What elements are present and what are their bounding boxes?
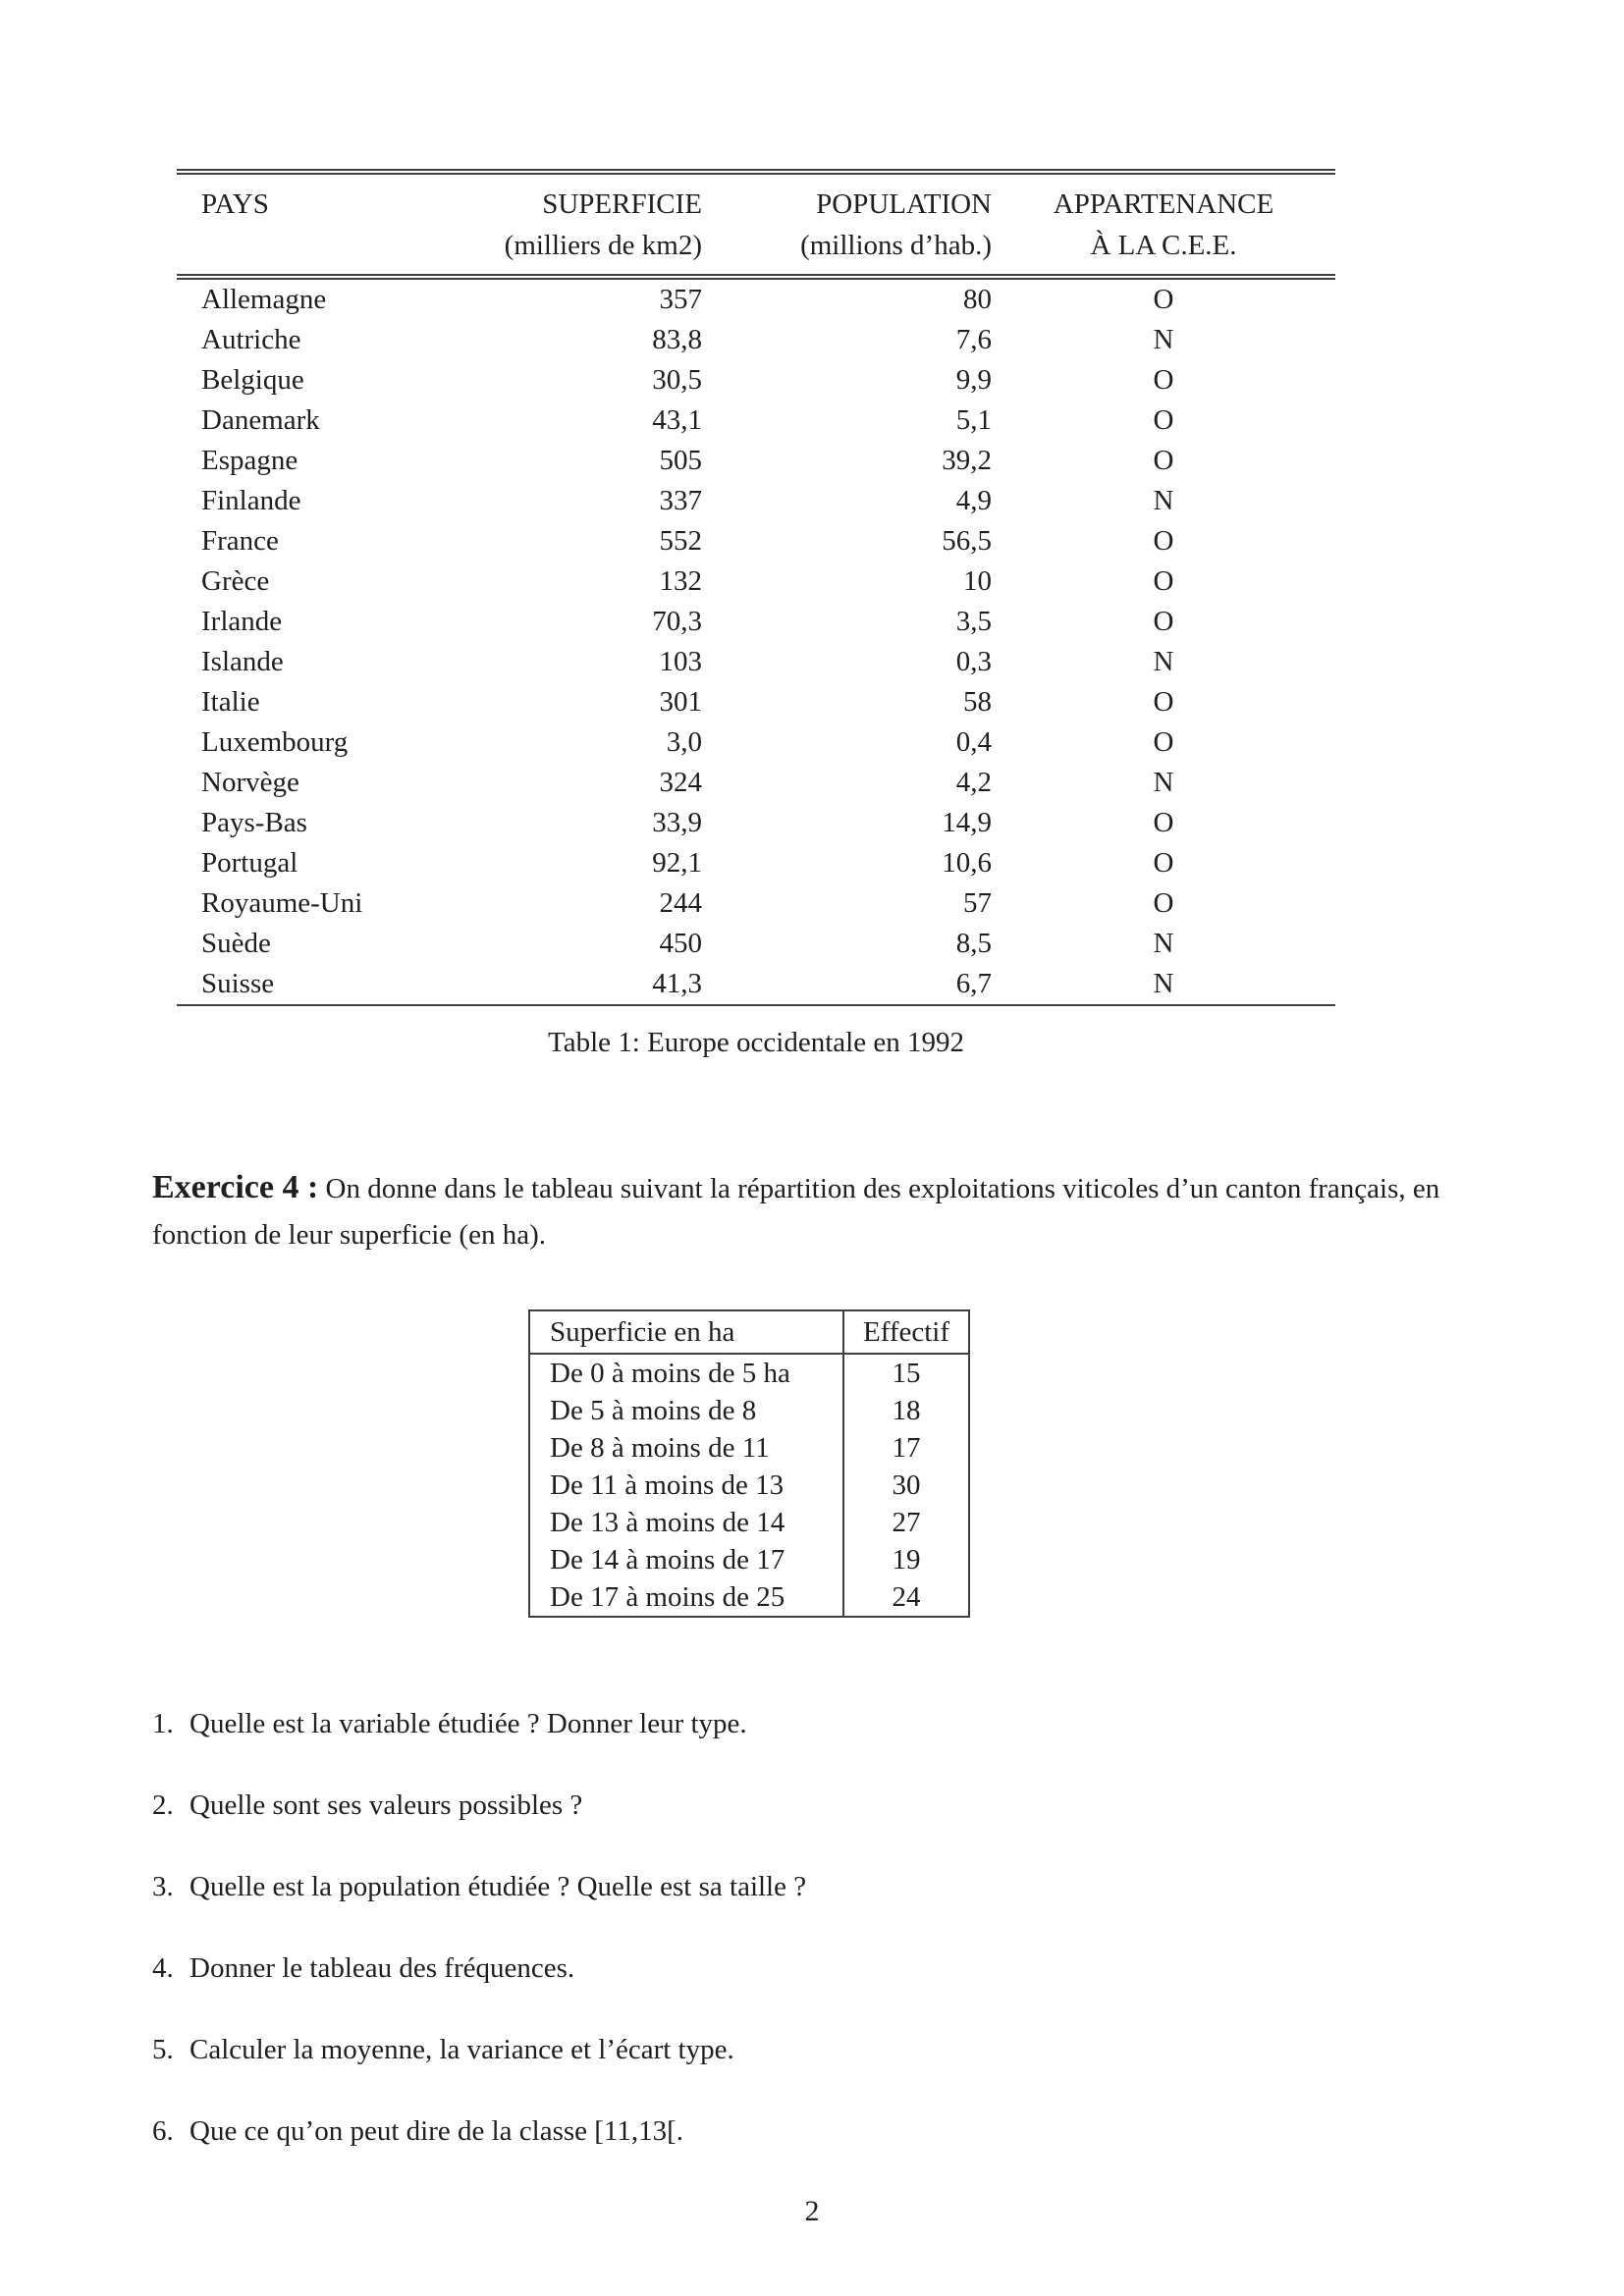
country-cee-membership: N bbox=[1153, 646, 1174, 677]
country-cee-membership: N bbox=[1153, 324, 1174, 355]
list-item bbox=[152, 1950, 1507, 1986]
country-superficie: 357 bbox=[659, 284, 702, 315]
list-item bbox=[152, 1788, 1507, 1823]
table-row bbox=[177, 803, 1335, 843]
country-superficie: 450 bbox=[659, 928, 702, 959]
country-cee-membership: O bbox=[1153, 686, 1174, 718]
country-cee-membership: O bbox=[1153, 445, 1174, 476]
country-cee-membership: N bbox=[1153, 767, 1174, 798]
header-superficie-en-ha: Superficie en ha bbox=[529, 1310, 843, 1354]
header-pays-label: PAYS bbox=[201, 188, 269, 220]
country-population: 4,9 bbox=[955, 485, 992, 516]
table-row bbox=[177, 682, 1335, 722]
question-text: Quelle est la variable étudiée ? Donner leur type. bbox=[189, 1708, 747, 1739]
header-population bbox=[702, 172, 992, 277]
country-superficie: 337 bbox=[659, 485, 702, 516]
country-name: Islande bbox=[201, 646, 284, 677]
list-item bbox=[152, 2032, 1507, 2067]
country-population: 39,2 bbox=[942, 445, 992, 476]
country-superficie: 70,3 bbox=[652, 606, 702, 637]
question-text: Quelle sont ses valeurs possibles ? bbox=[189, 1789, 583, 1821]
table-row bbox=[529, 1467, 969, 1504]
header-appartenance bbox=[992, 172, 1335, 277]
question-number: 5. bbox=[152, 2034, 174, 2065]
effectif-value: 18 bbox=[843, 1392, 969, 1429]
country-name: Finlande bbox=[201, 485, 301, 516]
table-row bbox=[177, 320, 1335, 360]
question-list bbox=[152, 1706, 1507, 2195]
country-superficie: 301 bbox=[659, 686, 702, 718]
country-population: 8,5 bbox=[955, 928, 992, 959]
question-number: 2. bbox=[152, 1789, 174, 1821]
table-row bbox=[177, 360, 1335, 400]
countries-table bbox=[177, 169, 1335, 1006]
country-cee-membership: O bbox=[1153, 807, 1174, 838]
list-item bbox=[152, 1869, 1507, 1904]
countries-table-body bbox=[177, 277, 1335, 1005]
country-superficie: 83,8 bbox=[652, 324, 702, 355]
country-population: 6,7 bbox=[955, 968, 992, 999]
country-superficie: 33,9 bbox=[652, 807, 702, 838]
country-cee-membership: O bbox=[1153, 565, 1174, 597]
table-row bbox=[177, 883, 1335, 924]
table-row bbox=[529, 1578, 969, 1617]
country-superficie: 324 bbox=[659, 767, 702, 798]
country-population: 56,5 bbox=[942, 525, 992, 557]
table-row bbox=[177, 763, 1335, 803]
exercise-paragraph bbox=[152, 1164, 1489, 1258]
effectif-value: 17 bbox=[843, 1429, 969, 1467]
country-superficie: 3,0 bbox=[666, 726, 702, 758]
country-cee-membership: O bbox=[1153, 404, 1174, 436]
country-superficie: 92,1 bbox=[652, 847, 702, 879]
country-population: 4,2 bbox=[955, 767, 992, 798]
superficie-class: De 5 à moins de 8 bbox=[550, 1395, 757, 1426]
question-text: Que ce qu’on peut dire de la classe [11,13[. bbox=[189, 2115, 684, 2147]
effectif-value: 27 bbox=[843, 1504, 969, 1541]
country-name: Pays-Bas bbox=[201, 807, 307, 838]
country-superficie: 43,1 bbox=[652, 404, 702, 436]
country-superficie: 41,3 bbox=[652, 968, 702, 999]
country-name: Suisse bbox=[201, 968, 275, 999]
country-population: 80 bbox=[963, 284, 992, 315]
header-superficie-label: SUPERFICIE bbox=[542, 188, 702, 220]
country-population: 5,1 bbox=[955, 404, 992, 436]
country-population: 9,9 bbox=[955, 364, 992, 396]
exercise-title: Exercice 4 : bbox=[152, 1169, 319, 1205]
country-name: Irlande bbox=[201, 606, 283, 637]
country-population: 57 bbox=[963, 887, 992, 919]
country-cee-membership: N bbox=[1153, 485, 1174, 516]
country-population: 7,6 bbox=[955, 324, 992, 355]
header-appartenance-unit: À LA C.E.E. bbox=[1090, 230, 1237, 261]
table-row bbox=[177, 642, 1335, 682]
table-row bbox=[529, 1354, 969, 1392]
effectif-value: 30 bbox=[843, 1467, 969, 1504]
country-name: Danemark bbox=[201, 404, 320, 436]
country-name: Autriche bbox=[201, 324, 301, 355]
country-name: Portugal bbox=[201, 847, 298, 879]
header-pays bbox=[177, 172, 373, 277]
country-superficie: 552 bbox=[659, 525, 702, 557]
country-superficie: 103 bbox=[659, 646, 702, 677]
country-cee-membership: O bbox=[1153, 364, 1174, 396]
country-cee-membership: O bbox=[1153, 606, 1174, 637]
country-name: Belgique bbox=[201, 364, 304, 396]
table-row bbox=[177, 924, 1335, 964]
superficie-class: De 14 à moins de 17 bbox=[550, 1544, 785, 1575]
country-population: 14,9 bbox=[942, 807, 992, 838]
table-row bbox=[529, 1392, 969, 1429]
country-cee-membership: N bbox=[1153, 968, 1174, 999]
header-effectif: Effectif bbox=[843, 1310, 969, 1354]
country-population: 0,3 bbox=[955, 646, 992, 677]
table-row bbox=[177, 277, 1335, 320]
country-name: Espagne bbox=[201, 445, 298, 476]
country-cee-membership: O bbox=[1153, 726, 1174, 758]
country-name: Norvège bbox=[201, 767, 299, 798]
table-row bbox=[177, 441, 1335, 481]
superficie-class: De 17 à moins de 25 bbox=[550, 1581, 785, 1613]
country-name: France bbox=[201, 525, 279, 557]
question-number: 1. bbox=[152, 1708, 174, 1739]
superficie-table-body bbox=[529, 1354, 969, 1617]
country-cee-membership: O bbox=[1153, 284, 1174, 315]
list-item bbox=[152, 2113, 1507, 2149]
country-superficie: 30,5 bbox=[652, 364, 702, 396]
country-population: 10,6 bbox=[942, 847, 992, 879]
table-row bbox=[529, 1504, 969, 1541]
question-text: Calculer la moyenne, la variance et l’écart type. bbox=[189, 2034, 734, 2065]
country-population: 10 bbox=[963, 565, 992, 597]
effectif-value: 24 bbox=[843, 1578, 969, 1617]
exercise-text: On donne dans le tableau suivant la répartition des exploitations viticoles d’un canton français, en fonction de leur superficie (en ha). bbox=[152, 1173, 1440, 1251]
country-name: Grèce bbox=[201, 565, 270, 597]
list-item bbox=[152, 1706, 1507, 1741]
country-name: Italie bbox=[201, 686, 260, 718]
superficie-table bbox=[528, 1309, 970, 1618]
country-name: Allemagne bbox=[201, 284, 327, 315]
country-cee-membership: O bbox=[1153, 887, 1174, 919]
table-row bbox=[177, 602, 1335, 642]
country-cee-membership: N bbox=[1153, 928, 1174, 959]
superficie-table-header bbox=[529, 1310, 969, 1354]
superficie-class: De 0 à moins de 5 ha bbox=[550, 1358, 790, 1389]
header-superficie bbox=[373, 172, 702, 277]
header-appartenance-label: APPARTENANCE bbox=[1053, 188, 1274, 220]
effectif-value: 19 bbox=[843, 1541, 969, 1578]
table1-caption: Table 1: Europe occidentale en 1992 bbox=[548, 1027, 964, 1058]
country-cee-membership: O bbox=[1153, 847, 1174, 879]
table-row bbox=[177, 400, 1335, 441]
table-row bbox=[177, 964, 1335, 1005]
table-row bbox=[177, 481, 1335, 521]
table-row bbox=[529, 1541, 969, 1578]
question-text: Quelle est la population étudiée ? Quelle est sa taille ? bbox=[189, 1871, 807, 1902]
superficie-class: De 8 à moins de 11 bbox=[550, 1432, 770, 1464]
header-superficie-unit: (milliers de km2) bbox=[504, 230, 702, 261]
country-population: 3,5 bbox=[955, 606, 992, 637]
table-row bbox=[529, 1429, 969, 1467]
country-name: Luxembourg bbox=[201, 726, 349, 758]
table-row bbox=[177, 521, 1335, 561]
country-population: 58 bbox=[963, 686, 992, 718]
country-name: Royaume-Uni bbox=[201, 887, 363, 919]
country-superficie: 132 bbox=[659, 565, 702, 597]
countries-table-header bbox=[177, 172, 1335, 277]
table-row bbox=[177, 722, 1335, 763]
country-cee-membership: O bbox=[1153, 525, 1174, 557]
question-number: 6. bbox=[152, 2115, 174, 2147]
page-number: 2 bbox=[804, 2195, 820, 2227]
superficie-class: De 13 à moins de 14 bbox=[550, 1507, 785, 1538]
table-row bbox=[177, 561, 1335, 602]
header-population-label: POPULATION bbox=[816, 188, 992, 220]
table-row bbox=[177, 843, 1335, 883]
effectif-value: 15 bbox=[843, 1354, 969, 1392]
country-name: Suède bbox=[201, 928, 271, 959]
superficie-class: De 11 à moins de 13 bbox=[550, 1469, 785, 1501]
country-population: 0,4 bbox=[955, 726, 992, 758]
header-population-unit: (millions d’hab.) bbox=[800, 230, 992, 261]
question-text: Donner le tableau des fréquences. bbox=[189, 1952, 575, 1984]
question-number: 3. bbox=[152, 1871, 174, 1902]
country-superficie: 244 bbox=[659, 887, 702, 919]
question-number: 4. bbox=[152, 1952, 174, 1984]
country-superficie: 505 bbox=[659, 445, 702, 476]
